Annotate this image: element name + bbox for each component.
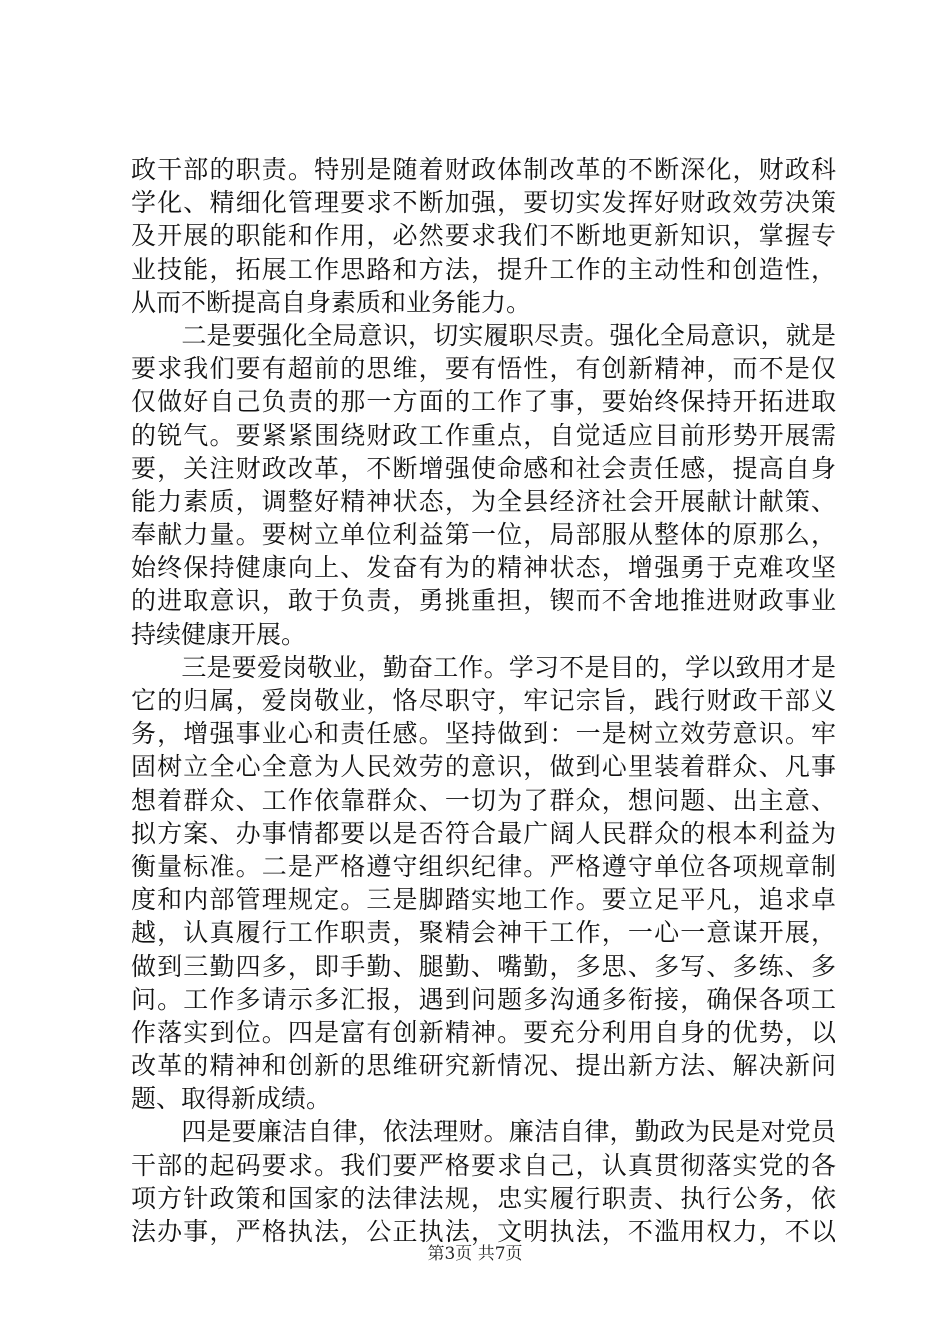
text-line: 三是要爱岗敬业，勤奋工作。学习不是目的，学以致用才是 bbox=[131, 652, 836, 682]
paragraph-1-continued bbox=[131, 153, 836, 319]
text-line: 题、取得新成绩。 bbox=[131, 1084, 332, 1114]
text-line: 衡量标准。二是严格遵守组织纪律。严格遵守单位各项规章制 bbox=[131, 851, 836, 881]
text-line: 做到三勤四多，即手勤、腿勤、嘴勤，多思、多写、多练、多 bbox=[131, 951, 836, 981]
paragraph-4 bbox=[131, 1115, 836, 1248]
text-line: 四是要廉洁自律，依法理财。廉洁自律，勤政为民是对党员 bbox=[131, 1117, 836, 1147]
text-line: 仅做好自己负责的那一方面的工作了事，要始终保持开拓进取 bbox=[131, 387, 836, 417]
text-line: 政干部的职责。特别是随着财政体制改革的不断深化，财政科 bbox=[131, 155, 836, 184]
paragraph-2 bbox=[131, 319, 836, 651]
text-line: 越，认真履行工作职责，聚精会神干工作，一心一意谋开展， bbox=[131, 918, 836, 948]
text-line: 要，关注财政改革，不断增强使命感和社会责任感，提高自身 bbox=[131, 453, 836, 483]
text-line: 从而不断提高自身素质和业务能力。 bbox=[131, 287, 532, 317]
text-line: 持续健康开展。 bbox=[131, 619, 307, 649]
text-line: 的锐气。要紧紧围绕财政工作重点，自觉适应目前形势开展需 bbox=[131, 420, 836, 450]
text-line: 二是要强化全局意识，切实履职尽责。强化全局意识，就是 bbox=[131, 320, 836, 350]
text-line: 及开展的职能和作用，必然要求我们不断地更新知识，掌握专 bbox=[131, 221, 836, 251]
text-line: 改革的精神和创新的思维研究新情况、提出新方法、解决新问 bbox=[131, 1051, 836, 1081]
text-line: 作落实到位。四是富有创新精神。要充分利用自身的优势，以 bbox=[131, 1017, 836, 1047]
text-line: 业技能，拓展工作思路和方法，提升工作的主动性和创造性， bbox=[131, 254, 836, 284]
text-line: 要求我们要有超前的思维，要有悟性，有创新精神，而不是仅 bbox=[131, 354, 836, 384]
text-line: 想着群众、工作依靠群众、一切为了群众，想问题、出主意、 bbox=[131, 785, 836, 815]
text-line: 它的归属，爱岗敬业，恪尽职守，牢记宗旨，践行财政干部义 bbox=[131, 686, 836, 715]
text-line: 始终保持健康向上、发奋有为的精神状态，增强勇于克难攻坚 bbox=[131, 553, 836, 583]
text-line: 度和内部管理规定。三是脚踏实地工作。要立足平凡，追求卓 bbox=[131, 885, 836, 915]
page-number-footer: 第3页 共7页 bbox=[427, 1244, 523, 1264]
text-line: 奉献力量。要树立单位利益第一位，局部服从整体的原那么， bbox=[131, 520, 836, 550]
text-line: 项方针政策和国家的法律法规，忠实履行职责、执行公务，依 bbox=[131, 1183, 836, 1213]
text-line: 干部的起码要求。我们要严格要求自己，认真贯彻落实党的各 bbox=[131, 1150, 836, 1180]
text-line: 的进取意识，敢于负责，勇挑重担，锲而不舍地推进财政事业 bbox=[131, 586, 836, 616]
text-line: 法办事，严格执法，公正执法，文明执法，不滥用权力，不以 bbox=[131, 1217, 836, 1246]
text-line: 固树立全心全意为人民效劳的意识，做到心里装着群众、凡事 bbox=[131, 752, 836, 782]
text-line: 问。工作多请示多汇报，遇到问题多沟通多衔接，确保各项工 bbox=[131, 984, 836, 1014]
text-line: 拟方案、办事情都要以是否符合最广阔人民群众的根本利益为 bbox=[131, 818, 836, 848]
text-line: 能力素质，调整好精神状态，为全县经济社会开展献计献策、 bbox=[131, 486, 836, 516]
body-text bbox=[131, 153, 836, 1248]
text-line: 学化、精细化管理要求不断加强，要切实发挥好财政效劳决策 bbox=[131, 188, 836, 218]
paragraph-3 bbox=[131, 651, 836, 1116]
text-line: 务，增强事业心和责任感。坚持做到：一是树立效劳意识。牢 bbox=[131, 719, 836, 749]
